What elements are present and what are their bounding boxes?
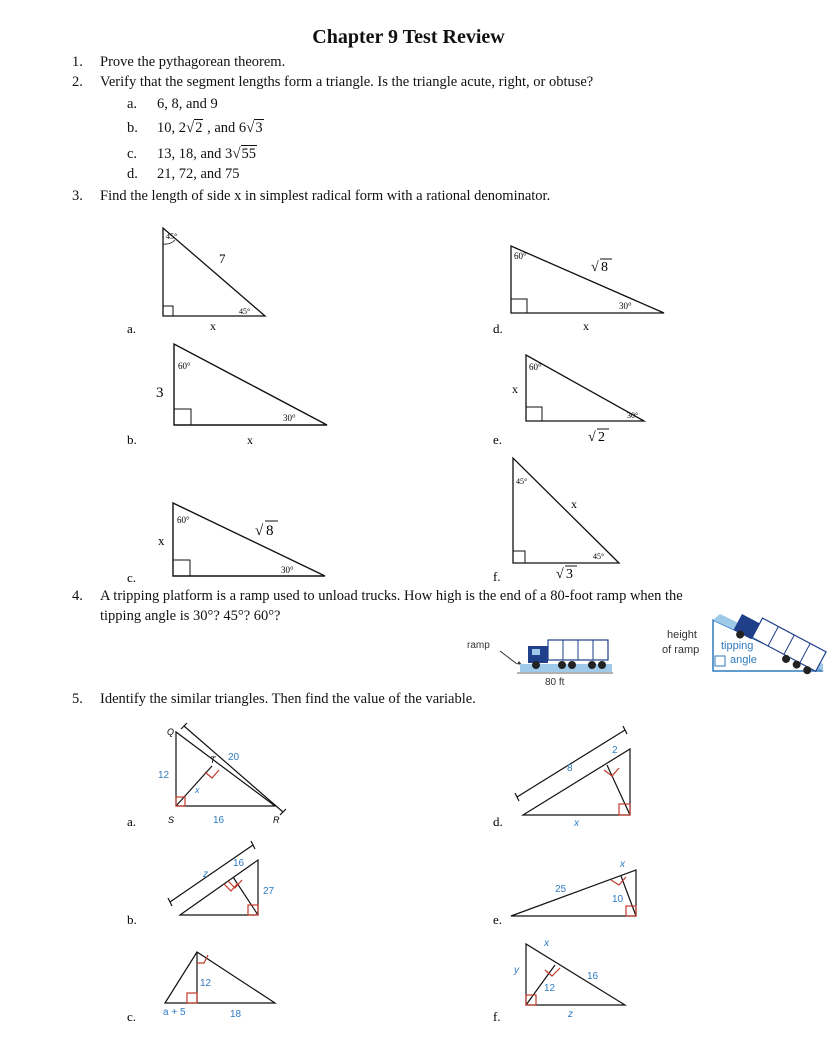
q3c-hyp: 8 — [266, 523, 274, 539]
q5c-figure — [165, 952, 275, 1003]
q5c-letter: c. — [127, 1009, 137, 1024]
q3a-base: x — [210, 319, 216, 333]
q3f-bottom-angle: 45° — [593, 552, 605, 561]
q5e-alt: 10 — [612, 894, 624, 905]
q5b-side: 27 — [263, 886, 275, 897]
item-text: 10, 2 — [157, 120, 186, 136]
q3f-top-angle: 45° — [516, 477, 528, 486]
item-text: 13, 18, and 3 — [157, 146, 233, 162]
q5a-base: 16 — [213, 815, 225, 826]
right-angle-mark — [513, 551, 525, 563]
q3d-hyp: 8 — [601, 260, 608, 275]
q5a-letter: a. — [127, 814, 137, 829]
truck-wheel — [568, 661, 576, 669]
right-angle-mark — [173, 560, 190, 576]
dimension-line — [184, 726, 283, 812]
q5f-letter: f. — [493, 1009, 501, 1024]
page-title: Chapter 9 Test Review — [312, 26, 505, 48]
tipping-label: tipping — [721, 640, 754, 652]
right-angle-mark — [187, 993, 197, 1003]
right-angle-mark — [163, 306, 173, 316]
q3d-triangle-figure — [511, 246, 664, 313]
triangle — [165, 952, 275, 1003]
radical: √2 — [186, 120, 203, 136]
q3c-triangle-figure — [173, 503, 325, 576]
dimension-tick — [623, 726, 627, 734]
radical: √55 — [232, 146, 257, 162]
question-number: 4. — [72, 588, 83, 604]
q3d-bottom-angle: 30° — [619, 301, 632, 311]
right-angle-mark — [715, 656, 725, 666]
triangle — [174, 344, 327, 425]
q3b-base: x — [247, 433, 253, 447]
q3a-triangle-figure — [163, 228, 265, 316]
dimension-tick — [251, 841, 255, 849]
q4-figure-right — [662, 609, 826, 678]
q5a-s: S — [168, 815, 175, 825]
question-number: 1. — [72, 54, 83, 70]
q3f-base-radical — [556, 566, 577, 582]
truck-wheel — [558, 661, 566, 669]
q3c-top-angle: 60° — [177, 515, 190, 525]
radical: √3 — [246, 120, 263, 136]
q3c-bottom-angle: 30° — [281, 565, 294, 575]
height-label: height — [667, 629, 697, 641]
q3e-top-angle: 60° — [529, 362, 542, 372]
q5f-y: y — [514, 965, 519, 976]
q3a-top-angle: 45° — [166, 232, 178, 241]
q3f-letter: f. — [493, 569, 501, 584]
q5a-alt: x — [195, 785, 200, 795]
item-letter: b. — [127, 120, 138, 136]
ramp-pointer — [500, 651, 517, 664]
item-text: 6, 8, and 9 — [157, 96, 218, 112]
q3a-letter: a. — [127, 321, 137, 336]
q3c-letter: c. — [127, 570, 137, 585]
q3d-base: x — [583, 319, 589, 333]
q3f-base: 3 — [566, 567, 573, 582]
question-text: tipping angle is 30°? 45°? 60°? — [100, 608, 281, 624]
q3a-bottom-angle: 45° — [239, 307, 251, 316]
q5c-base1: a + 5 — [163, 1007, 186, 1018]
angle-label: angle — [730, 654, 757, 666]
q5a-side: 12 — [158, 770, 170, 781]
question-number: 5. — [72, 691, 83, 707]
q3d-top-angle: 60° — [514, 251, 527, 261]
item-text: , and 6 — [203, 120, 247, 136]
right-angle-mark — [511, 299, 527, 313]
q5f-figure — [526, 944, 625, 1005]
truck-window — [532, 649, 540, 655]
q5e-seg1: 25 — [555, 884, 567, 895]
q3b-letter: b. — [127, 432, 137, 447]
question-text: Identify the similar triangles. Then find the value of the variable. — [100, 691, 476, 707]
q5d-base: x — [574, 818, 579, 829]
q5b-letter: b. — [127, 912, 137, 927]
triangle — [173, 503, 325, 576]
height-label-2: of ramp — [662, 644, 700, 656]
q5c-base2: 18 — [230, 1009, 242, 1020]
q5a-figure — [176, 723, 286, 815]
triangle — [163, 228, 265, 316]
q5a-r: R — [273, 815, 280, 825]
altitude — [176, 766, 212, 806]
q3b-triangle-figure — [174, 344, 327, 425]
q3f-hyp: x — [571, 497, 577, 511]
question-text: Find the length of side x in simplest radical form with a rational denominator. — [100, 188, 551, 204]
question-number: 2. — [72, 74, 83, 90]
ramp-label: ramp — [467, 640, 490, 651]
q3f-triangle-figure — [513, 458, 619, 563]
question-text: Verify that the segment lengths form a triangle. Is the triangle acute, right, or obtuse? — [100, 74, 594, 90]
q5e-seg2: x — [620, 859, 625, 870]
q5b-z: z — [203, 869, 208, 880]
q3c-leg: x — [158, 533, 165, 548]
radical-sign: √ — [588, 430, 596, 445]
q5f-seg: 16 — [587, 971, 599, 982]
q5b-figure — [168, 841, 258, 915]
q3e-leg: x — [512, 382, 518, 396]
q3e-bottom-angle: 30° — [627, 411, 639, 420]
q5d-letter: d. — [493, 814, 503, 829]
q3c-hyp-radical — [255, 521, 278, 539]
length-label: 80 ft — [545, 677, 565, 688]
q5b-seg: 16 — [233, 858, 245, 869]
q5f-x: x — [544, 938, 549, 949]
dimension-tick — [168, 898, 172, 906]
triangle — [526, 944, 625, 1005]
q3a-hyp: 7 — [219, 251, 226, 266]
question-number: 3. — [72, 188, 83, 204]
q3b-bottom-angle: 30° — [283, 413, 296, 423]
item-letter: c. — [127, 146, 138, 162]
q5d-hyp2: 2 — [612, 745, 618, 756]
triangle — [176, 732, 275, 806]
question-text: A tripping platform is a ramp used to unload trucks. How high is the end of a 80-foot ramp when the — [100, 588, 683, 604]
q5f-base: z — [568, 1009, 573, 1020]
right-angle-mark — [526, 407, 542, 421]
q3b-top-angle: 60° — [178, 361, 191, 371]
radical-sign: √ — [255, 523, 264, 539]
q3e-letter: e. — [493, 432, 503, 447]
q5e-figure — [511, 870, 636, 916]
right-angle-mark — [619, 804, 630, 815]
triangle — [523, 749, 630, 815]
q5a-q: Q — [167, 727, 175, 737]
item-letter: d. — [127, 166, 138, 182]
truck-wheel — [532, 661, 540, 669]
altitude — [621, 876, 636, 916]
item-text: 21, 72, and 75 — [157, 166, 240, 182]
truck-wheel — [588, 661, 596, 669]
truck-wheel — [598, 661, 606, 669]
q5c-alt: 12 — [200, 978, 212, 989]
q4-figure-left — [467, 640, 613, 688]
q5a-t: T — [210, 755, 216, 765]
triangle — [511, 246, 664, 313]
radical-sign: √ — [591, 260, 599, 275]
question-text: Prove the pythagorean theorem. — [100, 54, 286, 70]
altitude — [233, 877, 258, 915]
q5d-hyp1: 8 — [567, 763, 573, 774]
q3d-letter: d. — [493, 321, 503, 336]
dimension-tick — [515, 793, 519, 801]
q3d-hyp-radical — [591, 259, 612, 275]
q5e-letter: e. — [493, 912, 503, 927]
triangle — [513, 458, 619, 563]
q5a-top: 20 — [228, 752, 240, 763]
right-angle-mark — [174, 409, 191, 425]
item-letter: a. — [127, 96, 138, 112]
radical-sign: √ — [556, 567, 564, 582]
q3b-leg: 3 — [156, 385, 164, 401]
triangle — [511, 870, 636, 916]
q3e-base: 2 — [598, 430, 605, 445]
q5f-alt: 12 — [544, 983, 556, 994]
q3e-base-radical — [588, 429, 609, 445]
